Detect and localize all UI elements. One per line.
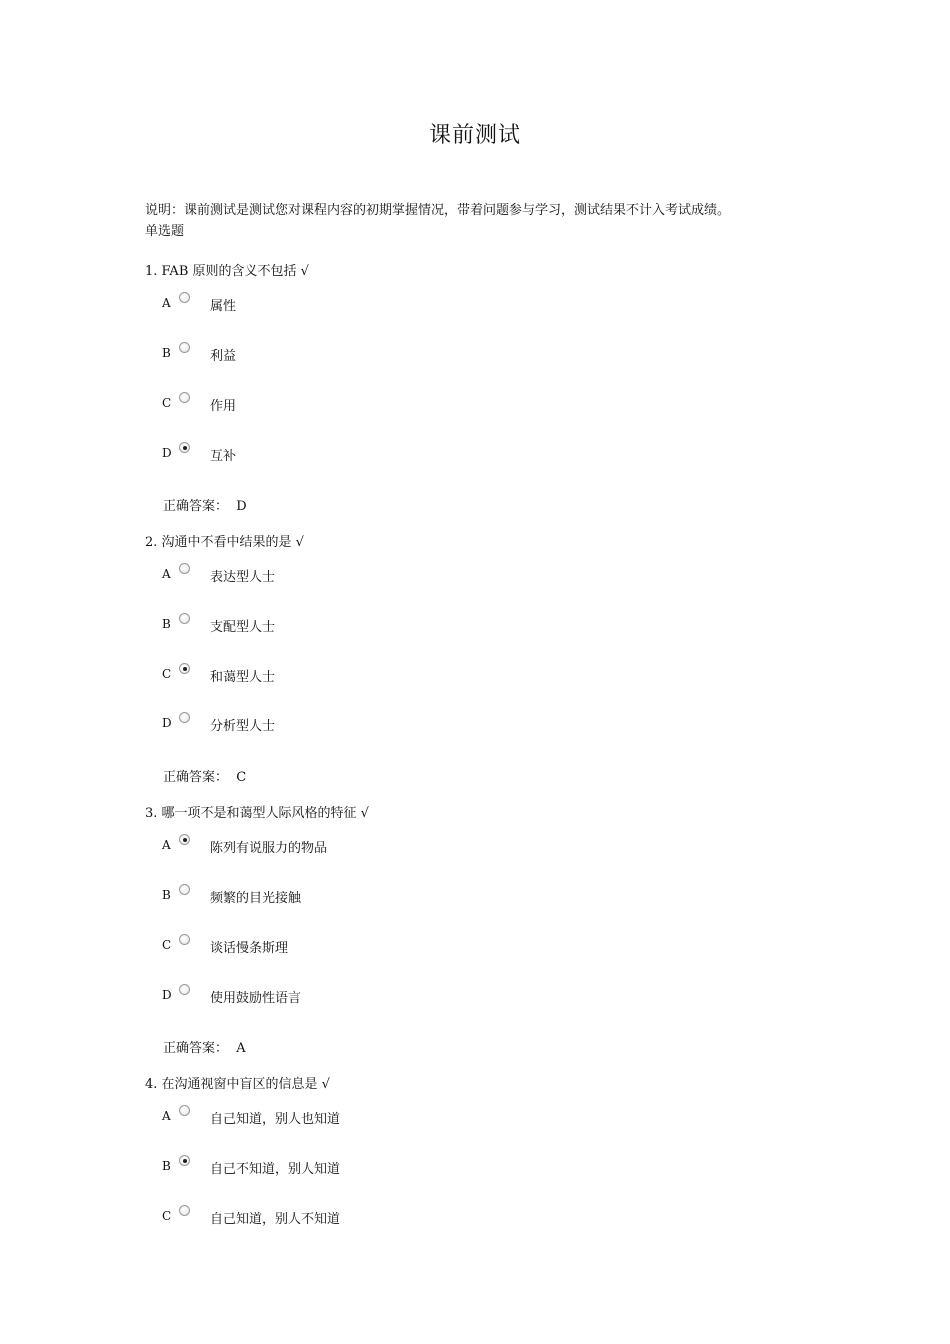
option-letter: B xyxy=(162,346,171,360)
option-letter: C xyxy=(162,1209,172,1223)
option-letter: D xyxy=(162,988,172,1002)
answer-label: 正确答案： xyxy=(163,499,229,514)
radio-button[interactable] xyxy=(179,934,190,945)
radio-button[interactable] xyxy=(179,984,190,995)
option-label: 自己不知道，别人知道 xyxy=(210,1162,341,1177)
option-letter: D xyxy=(162,716,172,730)
option-label: 谈话慢条斯理 xyxy=(210,941,289,956)
radio-button[interactable] xyxy=(179,563,190,574)
answer-value: D xyxy=(236,499,247,514)
radio-button[interactable] xyxy=(179,292,190,303)
question-2-text: 2. 沟通中不看中结果的是 √ xyxy=(145,535,304,550)
option-label: 属性 xyxy=(210,299,237,314)
option-label: 支配型人士 xyxy=(210,620,276,635)
answer-label: 正确答案： xyxy=(163,1041,229,1056)
radio-button[interactable] xyxy=(179,663,190,674)
radio-button[interactable] xyxy=(179,1155,190,1166)
option-letter: B xyxy=(162,1159,171,1173)
radio-button[interactable] xyxy=(179,884,190,895)
radio-button[interactable] xyxy=(179,613,190,624)
option-letter: C xyxy=(162,938,172,952)
radio-button[interactable] xyxy=(179,834,190,845)
option-label: 频繁的目光接触 xyxy=(210,891,302,906)
option-label: 自己知道，别人不知道 xyxy=(210,1212,341,1227)
question-3-answer xyxy=(163,1037,246,1056)
page-title: 课前测试 xyxy=(428,123,521,148)
section-label: 单选题 xyxy=(145,224,185,239)
radio-button[interactable] xyxy=(179,392,190,403)
option-label: 使用鼓励性语言 xyxy=(210,991,302,1006)
option-label: 作用 xyxy=(210,399,237,414)
radio-button[interactable] xyxy=(179,442,190,453)
question-3-text: 3. 哪一项不是和蔼型人际风格的特征 √ xyxy=(145,806,369,821)
option-letter: B xyxy=(162,617,171,631)
option-letter: A xyxy=(162,296,171,310)
answer-label: 正确答案： xyxy=(163,770,229,785)
option-label: 互补 xyxy=(210,449,237,464)
option-label: 分析型人士 xyxy=(210,719,276,734)
option-label: 利益 xyxy=(210,349,237,364)
option-label: 表达型人士 xyxy=(210,570,276,585)
option-letter: A xyxy=(162,567,171,581)
option-letter: A xyxy=(162,1109,171,1123)
radio-button[interactable] xyxy=(179,1105,190,1116)
question-1-answer xyxy=(163,495,247,514)
radio-button[interactable] xyxy=(179,712,190,723)
radio-button[interactable] xyxy=(179,342,190,353)
option-letter: D xyxy=(162,446,172,460)
option-letter: C xyxy=(162,667,172,681)
question-1-text: 1. FAB 原则的含义不包括 √ xyxy=(145,264,309,279)
option-label: 和蔼型人士 xyxy=(210,670,276,685)
question-4-text: 4. 在沟通视窗中盲区的信息是 √ xyxy=(145,1077,330,1092)
option-label: 陈列有说服力的物品 xyxy=(210,841,328,856)
question-2-answer xyxy=(163,766,246,785)
test-description: 说明：课前测试是测试您对课程内容的初期掌握情况，带着问题参与学习，测试结果不计入考试成绩。 xyxy=(145,203,731,218)
option-label: 自己知道，别人也知道 xyxy=(210,1112,341,1127)
answer-value: C xyxy=(236,770,247,785)
answer-value: A xyxy=(236,1041,246,1056)
option-letter: C xyxy=(162,396,172,410)
radio-button[interactable] xyxy=(179,1205,190,1216)
option-letter: A xyxy=(162,838,171,852)
option-letter: B xyxy=(162,888,171,902)
